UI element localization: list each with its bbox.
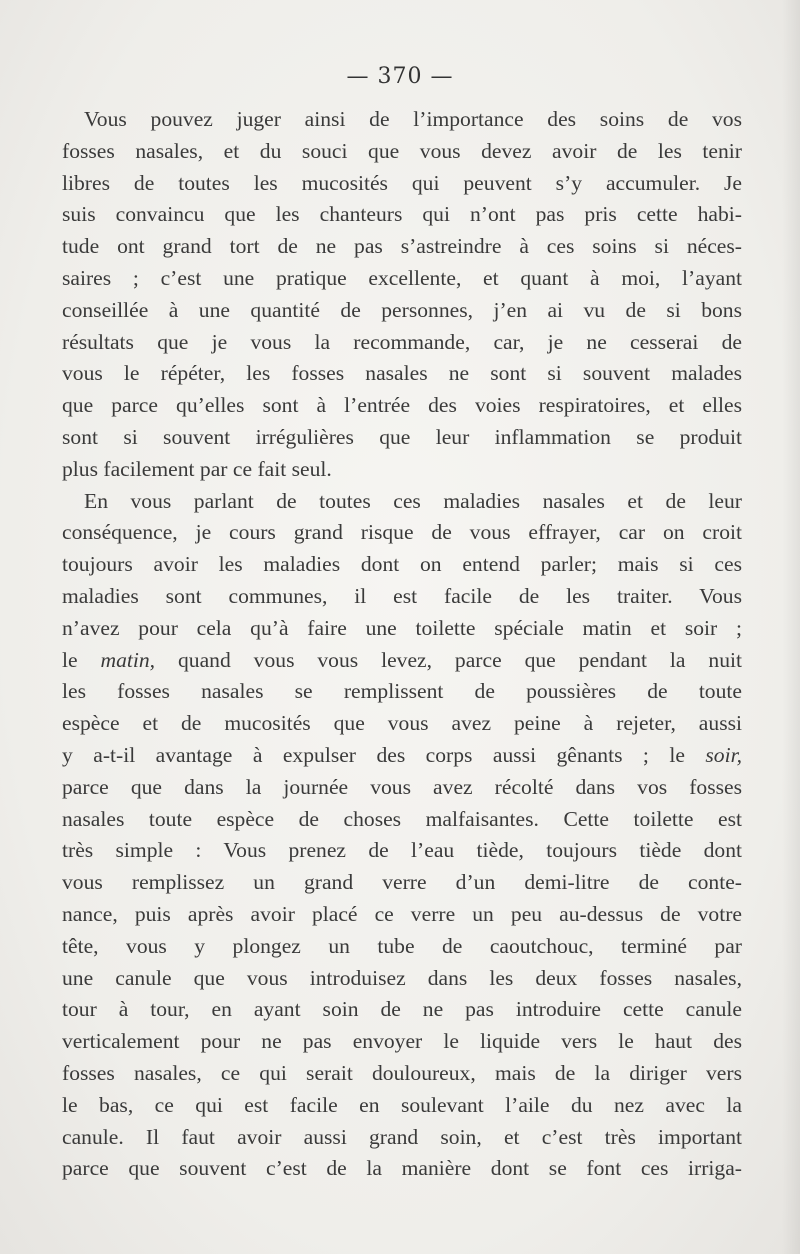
text-line: toujours avoir les maladies dont on entend parler; mais si ces (62, 552, 742, 577)
text-line: une canule que vous introduisez dans les deux fosses nasales, (62, 965, 742, 990)
text-line: le bas, ce qui est facile en soulevant l’aile du nez avec la (62, 1092, 742, 1117)
text-line: vous remplissez un grand verre d’un demi-litre de conte- (62, 870, 742, 895)
text-line: conseillée à une quantité de personnes, j’en ai vu de si bons (62, 297, 742, 322)
text-line: résultats que je vous la recommande, car, je ne cesserai de (62, 329, 742, 354)
text-line: tour à tour, en ayant soin de ne pas introduire cette canule (62, 997, 742, 1022)
text-line: suis convaincu que les chanteurs qui n’ont pas pris cette habi- (62, 202, 742, 227)
paragraph-1 (62, 104, 742, 486)
text-fragment: le (62, 647, 101, 672)
italic-word-soir: soir, (705, 742, 742, 767)
text-line: plus facilement par ce fait seul. (62, 456, 332, 481)
page-edge-shadow (782, 0, 800, 1254)
text-line: verticalement pour ne pas envoyer le liquide vers le haut des (62, 1029, 742, 1054)
body-text (62, 104, 742, 1185)
italic-word-matin: matin, (100, 647, 156, 672)
text-line: sont si souvent irrégulières que leur inflammation se produit (62, 424, 742, 449)
text-line: saires ; c’est une pratique excellente, et quant à moi, l’ayant (62, 265, 742, 290)
text-line: parce que souvent c’est de la manière dont se font ces irriga- (62, 1156, 742, 1181)
text-line: libres de toutes les mucosités qui peuvent s’y accumuler. Je (62, 170, 742, 195)
text-line: parce que dans la journée vous avez récolté dans vos fosses (62, 774, 742, 799)
text-line: canule. Il faut avoir aussi grand soin, et c’est très important (62, 1124, 742, 1149)
text-line: tude ont grand tort de ne pas s’astreindre à ces soins si néces- (62, 234, 742, 259)
text-line: fosses nasales, ce qui serait douloureux, mais de la diriger vers (62, 1060, 742, 1085)
paragraph-2 (62, 486, 742, 1186)
text-line: Vous pouvez juger ainsi de l’importance des soins de vos (84, 107, 742, 131)
text-line: maladies sont communes, il est facile de les traiter. Vous (62, 583, 742, 608)
text-line: nance, puis après avoir placé ce verre un peu au-dessus de votre (62, 901, 742, 926)
page-number: — 370 — (346, 64, 454, 89)
text-fragment: y a-t-il avantage à expulser des corps aussi gênants ; le (62, 742, 706, 767)
text-line: n’avez pour cela qu’à faire une toilette spéciale matin et soir ; (62, 615, 742, 640)
text-line-soir (62, 740, 742, 772)
text-line: nasales toute espèce de choses malfaisantes. Cette toilette est (62, 806, 742, 831)
text-line: espèce et de mucosités que vous avez peine à rejeter, aussi (62, 711, 742, 736)
text-line: En vous parlant de toutes ces maladies nasales et de leur (84, 488, 742, 513)
text-line: fosses nasales, et du souci que vous devez avoir de les tenir (62, 138, 742, 163)
text-line: les fosses nasales se remplissent de poussières de toute (62, 679, 742, 704)
text-line: que parce qu’elles sont à l’entrée des voies respiratoires, et elles (62, 393, 742, 418)
text-line: vous le répéter, les fosses nasales ne sont si souvent malades (62, 361, 742, 386)
text-line: tête, vous y plongez un tube de caoutchouc, terminé par (62, 933, 742, 958)
text-line: très simple : Vous prenez de l’eau tiède, toujours tiède dont (62, 838, 742, 863)
text-line: conséquence, je cours grand risque de vous effrayer, car on croit (62, 520, 742, 545)
text-fragment: quand vous vous levez, parce que pendant la nuit (155, 647, 742, 672)
text-line-matin (62, 645, 742, 677)
